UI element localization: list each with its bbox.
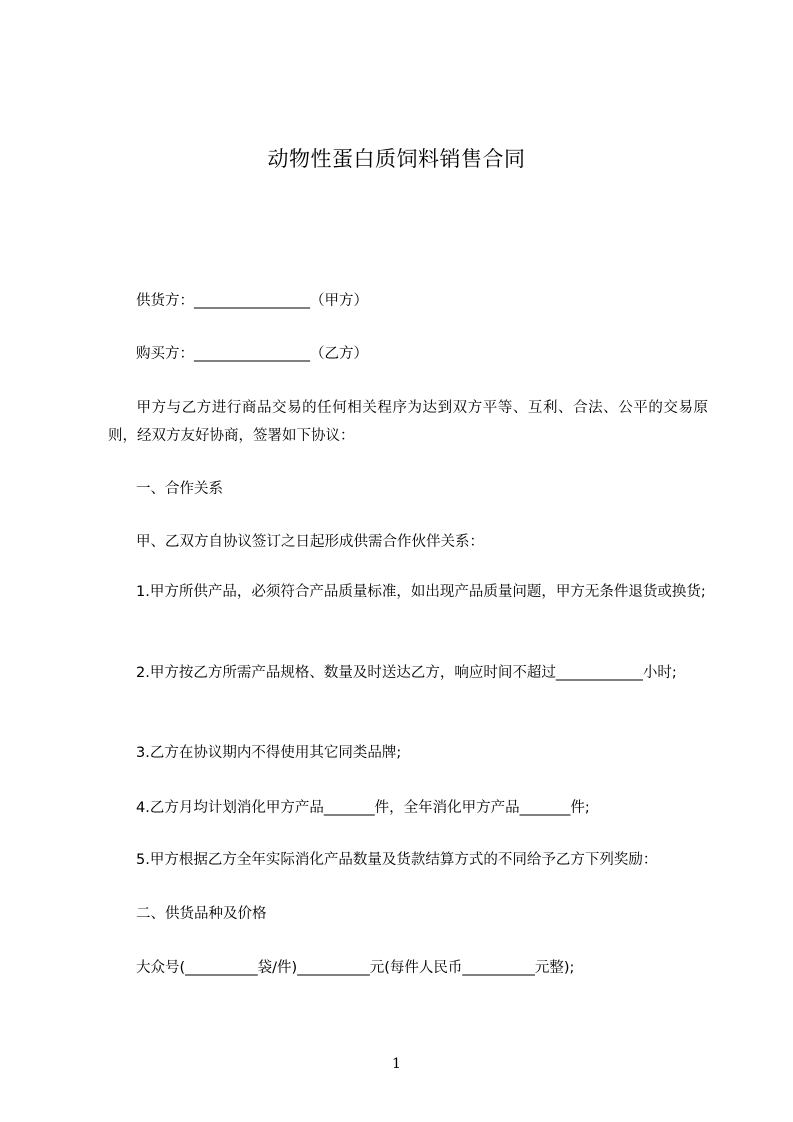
section-1-heading: 一、合作关系 (136, 481, 223, 497)
section-2-heading: 二、供货品种及价格 (136, 906, 267, 922)
clause-3: 3.乙方在协议期内不得使用其它同类品牌; (136, 745, 402, 761)
section-2-item: 大众号(__________袋/件)__________元(每件人民币__________元整); (136, 960, 575, 976)
supplier-line: 供货方：________________（甲方） (136, 293, 368, 309)
clause-1-text: 1.甲方所供产品，必须符合产品质量标准，如出现产品质量问题，甲方无条件退货或换货; (136, 584, 706, 600)
clause-1 (108, 578, 708, 606)
buyer-line: 购买方：________________（乙方） (136, 346, 368, 362)
intro-paragraph (108, 394, 708, 450)
section-1-text: 甲、乙双方自协议签订之日起形成供需合作伙伴关系： (136, 534, 484, 550)
document-title: 动物性蛋白质饲料销售合同 (267, 147, 526, 171)
clause-2 (108, 659, 708, 687)
clause-4: 4.乙方月均计划消化甲方产品_______件，全年消化甲方产品_______件; (136, 800, 590, 816)
clause-5: 5.甲方根据乙方全年实际消化产品数量及货款结算方式的不同给予乙方下列奖励： (136, 852, 658, 868)
page-number: 1 (392, 1056, 401, 1072)
intro-paragraph-text: 甲方与乙方进行商品交易的任何相关程序为达到双方平等、互利、合法、公平的交易原则，经双方友好协商，签署如下协议： (108, 400, 708, 444)
clause-2-text: 2.甲方按乙方所需产品规格、数量及时送达乙方，响应时间不超过____________小时; (136, 665, 677, 681)
